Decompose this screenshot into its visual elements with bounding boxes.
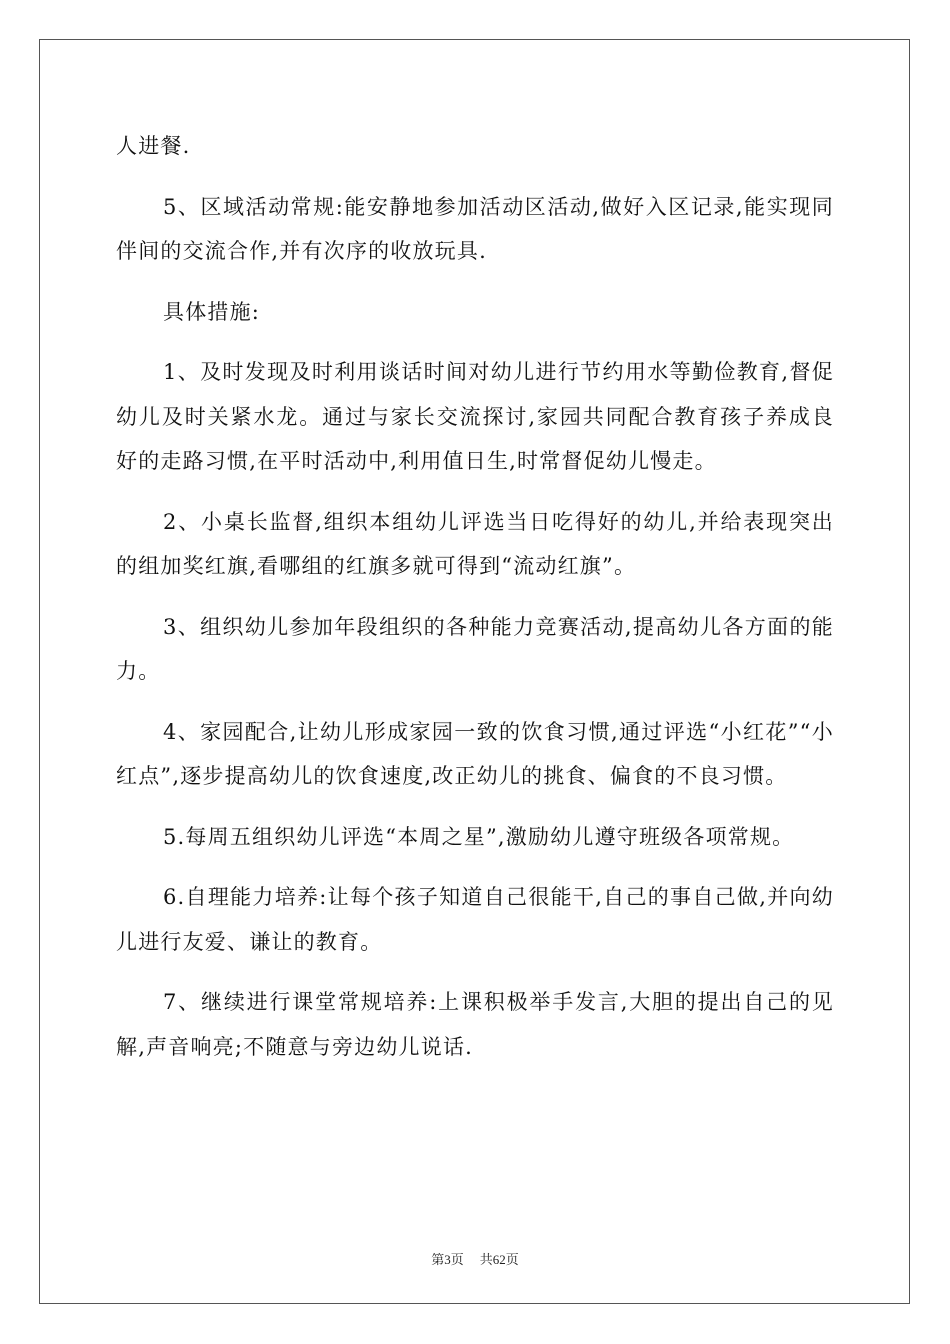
- page-total: 共62页: [479, 1252, 519, 1267]
- paragraph-measure-7: 7、继续进行课堂常规培养:上课积极举手发言,大胆的提出自己的见解,声音响亮;不随意与旁边幼儿说话.: [116, 990, 834, 1059]
- paragraph-measure-5: 5.每周五组织幼儿评选“本周之星”,激励幼儿遵守班级各项常规。: [163, 824, 795, 849]
- paragraph-measures-heading: 具体措施:: [163, 299, 261, 324]
- paragraph-area-activity-rules: 5、区域活动常规:能安静地参加活动区活动,做好入区记录,能实现同伴间的交流合作,并有次序的收放玩具.: [116, 194, 834, 263]
- paragraph-measure-4: 4、家园配合,让幼儿形成家园一致的饮食习惯,通过评选“小红花”“小红点”,逐步提高幼儿的饮食速度,改正幼儿的挑食、偏食的不良习惯。: [116, 719, 834, 788]
- paragraph-continuation: 人进餐.: [116, 134, 191, 158]
- page-number: 第3页: [431, 1252, 464, 1267]
- paragraph-measure-6: 6.自理能力培养:让每个孩子知道自己很能干,自己的事自己做,并向幼儿进行友爱、谦让的教育。: [116, 885, 834, 954]
- paragraph-measure-1: 1、及时发现及时利用谈话时间对幼儿进行节约用水等勤俭教育,督促幼儿及时关紧水龙。通过与家长交流探讨,家园共同配合教育孩子养成良好的走路习惯,在平时活动中,利用值日生,时常督促幼儿慢走。: [116, 360, 834, 473]
- page-footer: [0, 1249, 950, 1268]
- paragraph-measure-3: 3、组织幼儿参加年段组织的各种能力竞赛活动,提高幼儿各方面的能力。: [116, 614, 834, 683]
- document-body: [116, 124, 834, 1085]
- paragraph-measure-2: 2、小桌长监督,组织本组幼儿评选当日吃得好的幼儿,并给表现突出的组加奖红旗,看哪组的红旗多就可得到“流动红旗”。: [116, 509, 834, 578]
